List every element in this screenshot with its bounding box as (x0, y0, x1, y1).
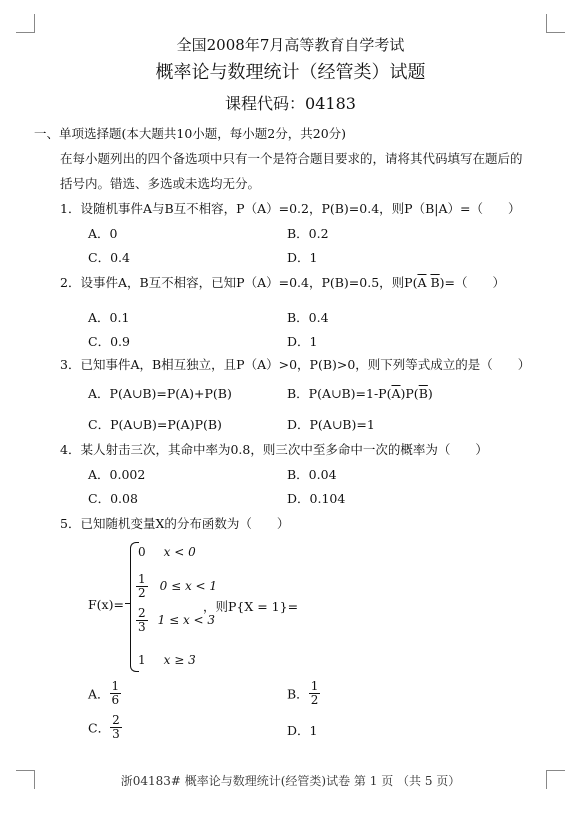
piecewise-brace-tip (125, 603, 131, 604)
fx-label: F(x)= (88, 597, 124, 612)
piece-1: 0 x < 0 (138, 545, 196, 559)
q3-option-a: A．P(A∪B)=P(A)+P(B) (88, 386, 232, 401)
q2-option-d: D．1 (287, 334, 318, 349)
section-title: 一、单项选择题(本大题共10小题，每小题2分，共20分) (34, 126, 347, 141)
crop-mark-top-left (16, 14, 35, 33)
q5-option-b: B． $\frac{1}{2}$ (287, 679, 319, 707)
q3-option-b: B．$P(A\cup B)=1-P(\overline{A})P(\overline{B})$ (287, 386, 433, 401)
q1-option-c: C．0.4 (88, 250, 130, 265)
q5-option-d: D．1 (287, 723, 318, 738)
q1-option-b: B．0.2 (287, 226, 329, 241)
exam-title-line2: 概率论与数理统计（经管类）试题 (155, 62, 426, 83)
question-3-stem: 3．已知事件A，B相互独立，且P（A）>0，P(B)>0，则下列等式成立的是（ ） (60, 357, 531, 372)
q3-option-d: D．P(A∪B)=1 (287, 417, 375, 432)
instructions-line2: 括号内。错选、多选或未选均无分。 (60, 176, 261, 191)
q5-option-c: C． $\frac{2}{3}$ (88, 713, 120, 741)
course-code: 课程代码：04183 (225, 94, 356, 113)
crop-mark-top-right (546, 14, 565, 33)
exam-title-line1: 全国2008年7月高等教育自学考试 (176, 36, 405, 54)
q4-option-a: A．0.002 (88, 467, 146, 482)
q5-option-a: A． $\frac{1}{6}$ (88, 679, 120, 707)
q3-option-c: C．P(A∪B)=P(A)P(B) (88, 417, 222, 432)
question-5-stem: 5．已知随机变量X的分布函数为（ ） (60, 516, 290, 531)
instructions-line1: 在每小题列出的四个备选项中只有一个是符合题目要求的，请将其代码填写在题后的 (60, 151, 523, 166)
q4-option-c: C．0.08 (88, 491, 138, 506)
q1-option-d: D．1 (287, 250, 318, 265)
question-2-stem: 2．设事件A，B互不相容，已知P（A）=0.4，P(B)=0.5，则$P(\overline{A}$ $\overline{B})=$（ ） (60, 275, 506, 290)
piece-3: $\frac{2}{3}$ 1 ≤ x < 3 (138, 606, 216, 634)
piece-4: 1 x ≥ 3 (138, 653, 196, 667)
q4-option-b: B．0.04 (287, 467, 337, 482)
q2-option-a: A．0.1 (88, 310, 130, 325)
q5-then-text: ，则P{X = 1}= (203, 599, 299, 614)
q4-option-d: D．0.104 (287, 491, 346, 506)
q2-option-c: C．0.9 (88, 334, 130, 349)
q2-option-b: B．0.4 (287, 310, 329, 325)
q1-option-a: A．0 (88, 226, 118, 241)
question-4-stem: 4．某人射击三次，其命中率为0.8，则三次中至多命中一次的概率为（ ） (60, 442, 488, 457)
question-1-stem: 1．设随机事件A与B互不相容，P（A）=0.2，P(B)=0.4，则P（B|A）=（ ） (60, 201, 521, 216)
piece-2: $\frac{1}{2}$ 0 ≤ x < 1 (138, 572, 218, 600)
page-footer: 浙04183# 概率论与数理统计(经管类)试卷 第 1 页 （共 5 页） (120, 774, 461, 788)
